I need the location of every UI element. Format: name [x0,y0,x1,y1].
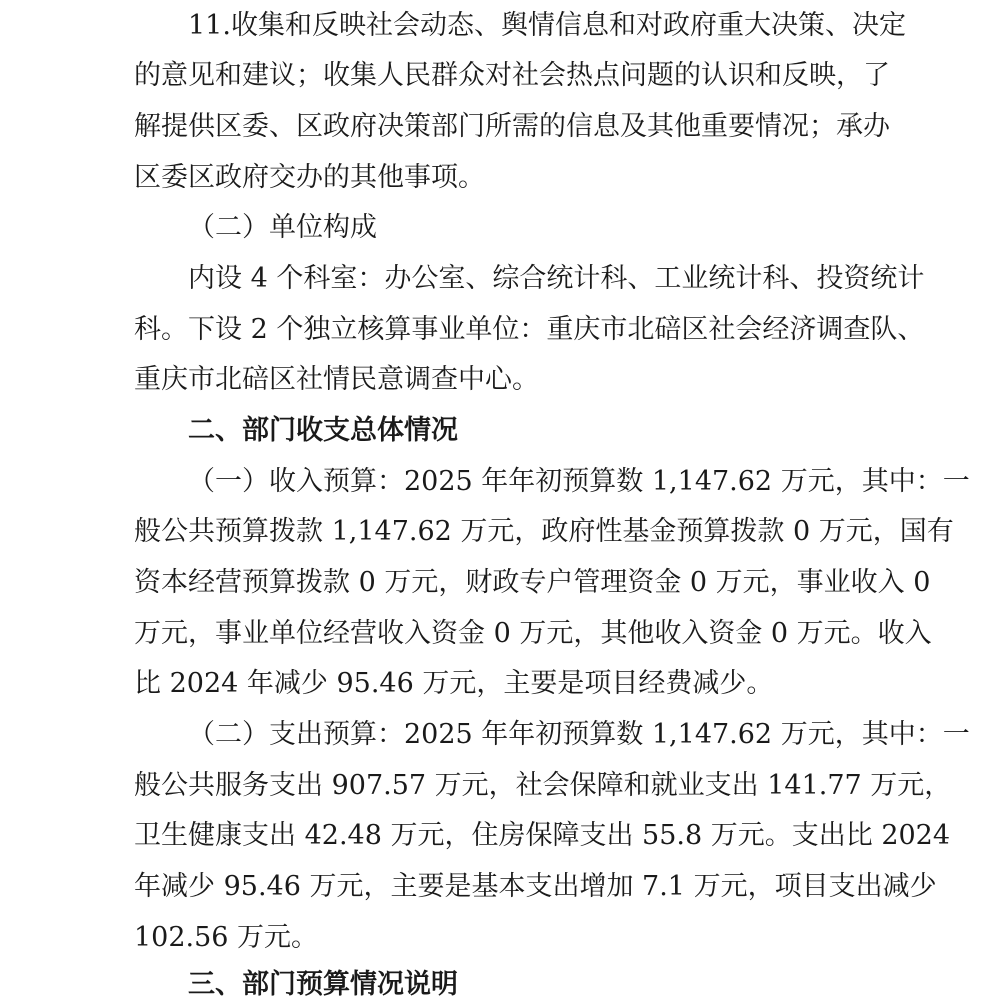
paragraph-expenditure-line-1: （二）支出预算：2025 年年初预算数 1,147.62 万元，其中：一 [188,719,970,750]
paragraph-units-line-3: 重庆市北碚区社情民意调查中心。 [134,364,539,395]
paragraph-income-line-2: 般公共预算拨款 1,147.62 万元，政府性基金预算拨款 0 万元，国有 [134,516,954,547]
paragraph-expenditure-line-4: 年减少 95.46 万元，主要是基本支出增加 7.1 万元，项目支出减少 [134,871,937,902]
paragraph-income-line-3: 资本经营预算拨款 0 万元，财政专户管理资金 0 万元，事业收入 0 [134,567,931,598]
paragraph-duties-line-4: 区委区政府交办的其他事项。 [134,162,485,193]
paragraph-expenditure-line-3: 卫生健康支出 42.48 万元，住房保障支出 55.8 万元。支出比 2024 [134,820,951,851]
paragraph-income-line-4: 万元，事业单位经营收入资金 0 万元，其他收入资金 0 万元。收入 [134,618,932,649]
paragraph-duties-line-3: 解提供区委、区政府决策部门所需的信息及其他重要情况；承办 [134,111,890,142]
paragraph-duties-line-2: 的意见和建议；收集人民群众对社会热点问题的认识和反映，了 [134,60,890,91]
paragraph-income-line-1: （一）收入预算：2025 年年初预算数 1,147.62 万元，其中：一 [188,466,970,497]
paragraph-expenditure-line-2: 般公共服务支出 907.57 万元，社会保障和就业支出 141.77 万元， [134,770,952,801]
paragraph-units-line-2: 科。下设 2 个独立核算事业单位：重庆市北碚区社会经济调查队、 [134,314,925,345]
paragraph-income-line-5: 比 2024 年减少 95.46 万元，主要是项目经费减少。 [134,668,774,699]
paragraph-units-line-1: 内设 4 个科室：办公室、综合统计科、工业统计科、投资统计 [188,263,925,294]
subheading-unit-composition: （二）单位构成 [188,212,377,243]
paragraph-expenditure-line-5: 102.56 万元。 [134,922,319,953]
section-heading-budget-explanation: 三、部门预算情况说明 [188,969,458,1000]
paragraph-duties-line-1: 11.收集和反映社会动态、舆情信息和对政府重大决策、决定 [188,10,906,41]
section-heading-income-expenditure: 二、部门收支总体情况 [188,415,458,446]
